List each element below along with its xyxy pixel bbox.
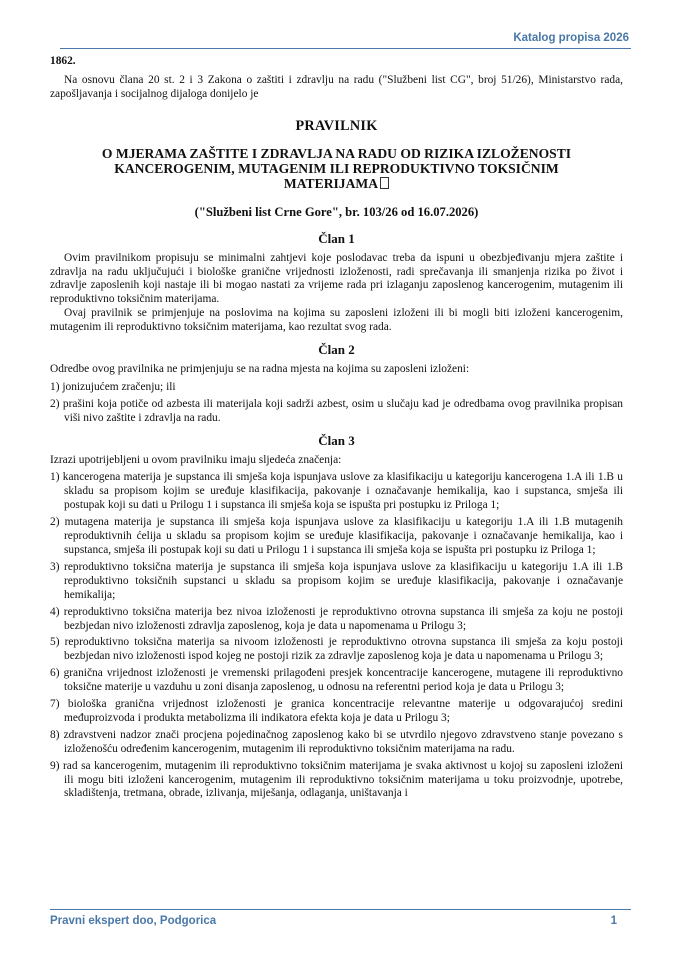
document-body (50, 55, 623, 801)
list-item: 2) mutagena materija je supstanca ili smješa koja ispunjava uslove za klasifikaciju u kategoriju 1.A ili 1.B mutagenih reproduktivnih ćelija u skladu sa propisom kojim se uređuje klasifikacija, pakovanje i označavanje hemikalija, kao i supstanca, smješa ili postupak koji su dati u Prilogu 1 i supstanca ili smješa koja se ispušta pri postupku iz Priloga 1; (50, 516, 623, 556)
list-item: 5) reproduktivno toksična materija sa nivoom izloženosti je reproduktivno otrovna supstanca ili smješa za koju postoji bezbjedan nivo izloženosti ispod kojeg ne postoji rizik za zdravlje zaposlenog koja je data u napomenama u Prilogu 3; (50, 636, 623, 663)
page-number: 1 (610, 915, 617, 927)
article-2-intro: Odredbe ovog pravilnika ne primjenjuju se na radna mjesta na kojima su zaposleni izloženi: (50, 363, 470, 375)
page-footer (50, 909, 631, 932)
list-item: 6) granična vrijednost izloženosti je vremenski prilagođeni presjek koncentracije kancerogene, mutagene ili reproduktivno toksične materije u vazduhu u zoni disanja zaposlenog, u odnosu na referentni period koja je data u Prilogu 3; (50, 667, 623, 694)
article-3-list (50, 471, 623, 801)
list-item: 1) jonizujućem zračenju; ili (50, 380, 176, 393)
list-item: 3) reproduktivno toksična materija je supstanca ili smješa koja ispunjava uslove za klasifikaciju u kategoriju 1.A ili 1.B reproduktivno toksičnih supstanci u skladu sa propisom kojim se uređuje klasifikacija, pakovanje i označavanje hemikalija; (50, 560, 623, 601)
article-1-heading: Član 1 (318, 230, 355, 246)
list-item: 2) prašini koja potiče od azbesta ili materijala koji sadrži azbest, osim u slučaju kad je odredbama ovog pravilnika propisan viši nivo zaštite i zdravlja na radu. (50, 397, 623, 424)
list-item: 9) rad sa kancerogenim, mutagenim ili reproduktivno toksičnim materijama je svaka aktivnost u kojoj su zaposleni izloženi ili mogu biti izloženi kancerogenim, mutagenim ili reproduktivno toksičnim materijama u toku proizvodnje, upotrebe, skladištenja, tretmana, obrade, izlivanja, miješanja, odlaganja, uništavanja i (50, 759, 623, 800)
publisher-name: Pravni ekspert doo, Podgorica (50, 915, 217, 927)
preamble: Na osnovu člana 20 st. 2 i 3 Zakona o zaštiti i zdravlju na radu ("Službeni list CG", broj 51/26), Ministarstvo rada, zapošljavanja i socijalnog dijaloga donijelo je (50, 73, 623, 100)
list-item: 7) biološka granična vrijednost izloženosti je granica koncentracije relevantne materije u odgovarajućoj sredini međuproizvoda i produkta metabolizma ili indikatora efekta koja je data u Prilogu 3; (50, 698, 623, 724)
catalog-title: Katalog propisa 2026 (513, 32, 629, 44)
article-1-paragraph: Ovaj pravilnik se primjenjuje na poslovima na kojima su zaposleni izloženi ili bi mogli biti izloženi kancerogenim, mutagenim ili reproduktivno toksičnim materijama, kao rezultat svog rada. (50, 307, 623, 334)
article-2-list (50, 381, 623, 426)
article-3-heading: Član 3 (318, 432, 355, 448)
article-1-paragraph: Ovim pravilnikom propisuju se minimalni zahtjevi koje poslodavac treba da ispuni u obezbjeđivanju mjera zaštite i zdravlja na radu uključujući i biološke granične vrijednosti izloženosti, radi sprečavanja ili smanjenja rizika po život i zdravlje zaposlenih koji nastaje ili bi mogao nastati za vrijeme rada pri izlaganju zaposlenog kancerogenim, mutagenim ili reproduktivno toksičnim materijama. (50, 251, 623, 306)
page-header (60, 28, 631, 49)
document-type: PRAVILNIK (295, 117, 378, 134)
tooltip-marker-icon[interactable] (380, 177, 389, 189)
article-2-heading: Član 2 (318, 342, 355, 358)
list-item: 4) reproduktivno toksična materija bez nivoa izloženosti je reproduktivno otrovna supstanca ili smješa za koju ne postoji bezbjedan nivo izloženosti zdravlja zaposlenog, koja je data u napomenama u Prilogu 3; (50, 605, 623, 632)
list-item: 8) zdravstveni nadzor znači procjena pojedinačnog zaposlenog kako bi se utvrdilo njegovo zdravstveno stanje povezano s izloženošću određenim kancerogenim, mutagenim ili reproduktivno toksičnim materijama na radu. (50, 728, 623, 755)
list-item: 1) kancerogena materija je supstanca ili smješa koja ispunjava uslove za klasifikaciju u kategoriju kancerogena 1.A ili 1.B u skladu sa propisom kojim se uređuje klasifikacija, pakovanje i označavanje hemikalija, kao i supstanca, smješa ili postupak koji su dati u Prilogu 1 i supstanca ili smješa koja se ispušta pri postupku iz Priloga 1; (50, 471, 623, 512)
gazette-reference: ("Službeni list Crne Gore", br. 103/26 od 16.07.2026) (194, 204, 479, 219)
document-number: 1862. (50, 55, 76, 67)
title-text: O MJERAMA ZAŠTITE I ZDRAVLJA NA RADU OD RIZIKA IZLOŽENOSTI KANCEROGENIM, MUTAGENIM ILI REPRODUKTIVNO TOKSIČNIM MATERIJAMA (101, 145, 572, 192)
article-3-intro: Izrazi upotrijebljeni u ovom pravilniku imaju sljedeća značenja: (50, 453, 342, 466)
document-title (68, 146, 605, 192)
